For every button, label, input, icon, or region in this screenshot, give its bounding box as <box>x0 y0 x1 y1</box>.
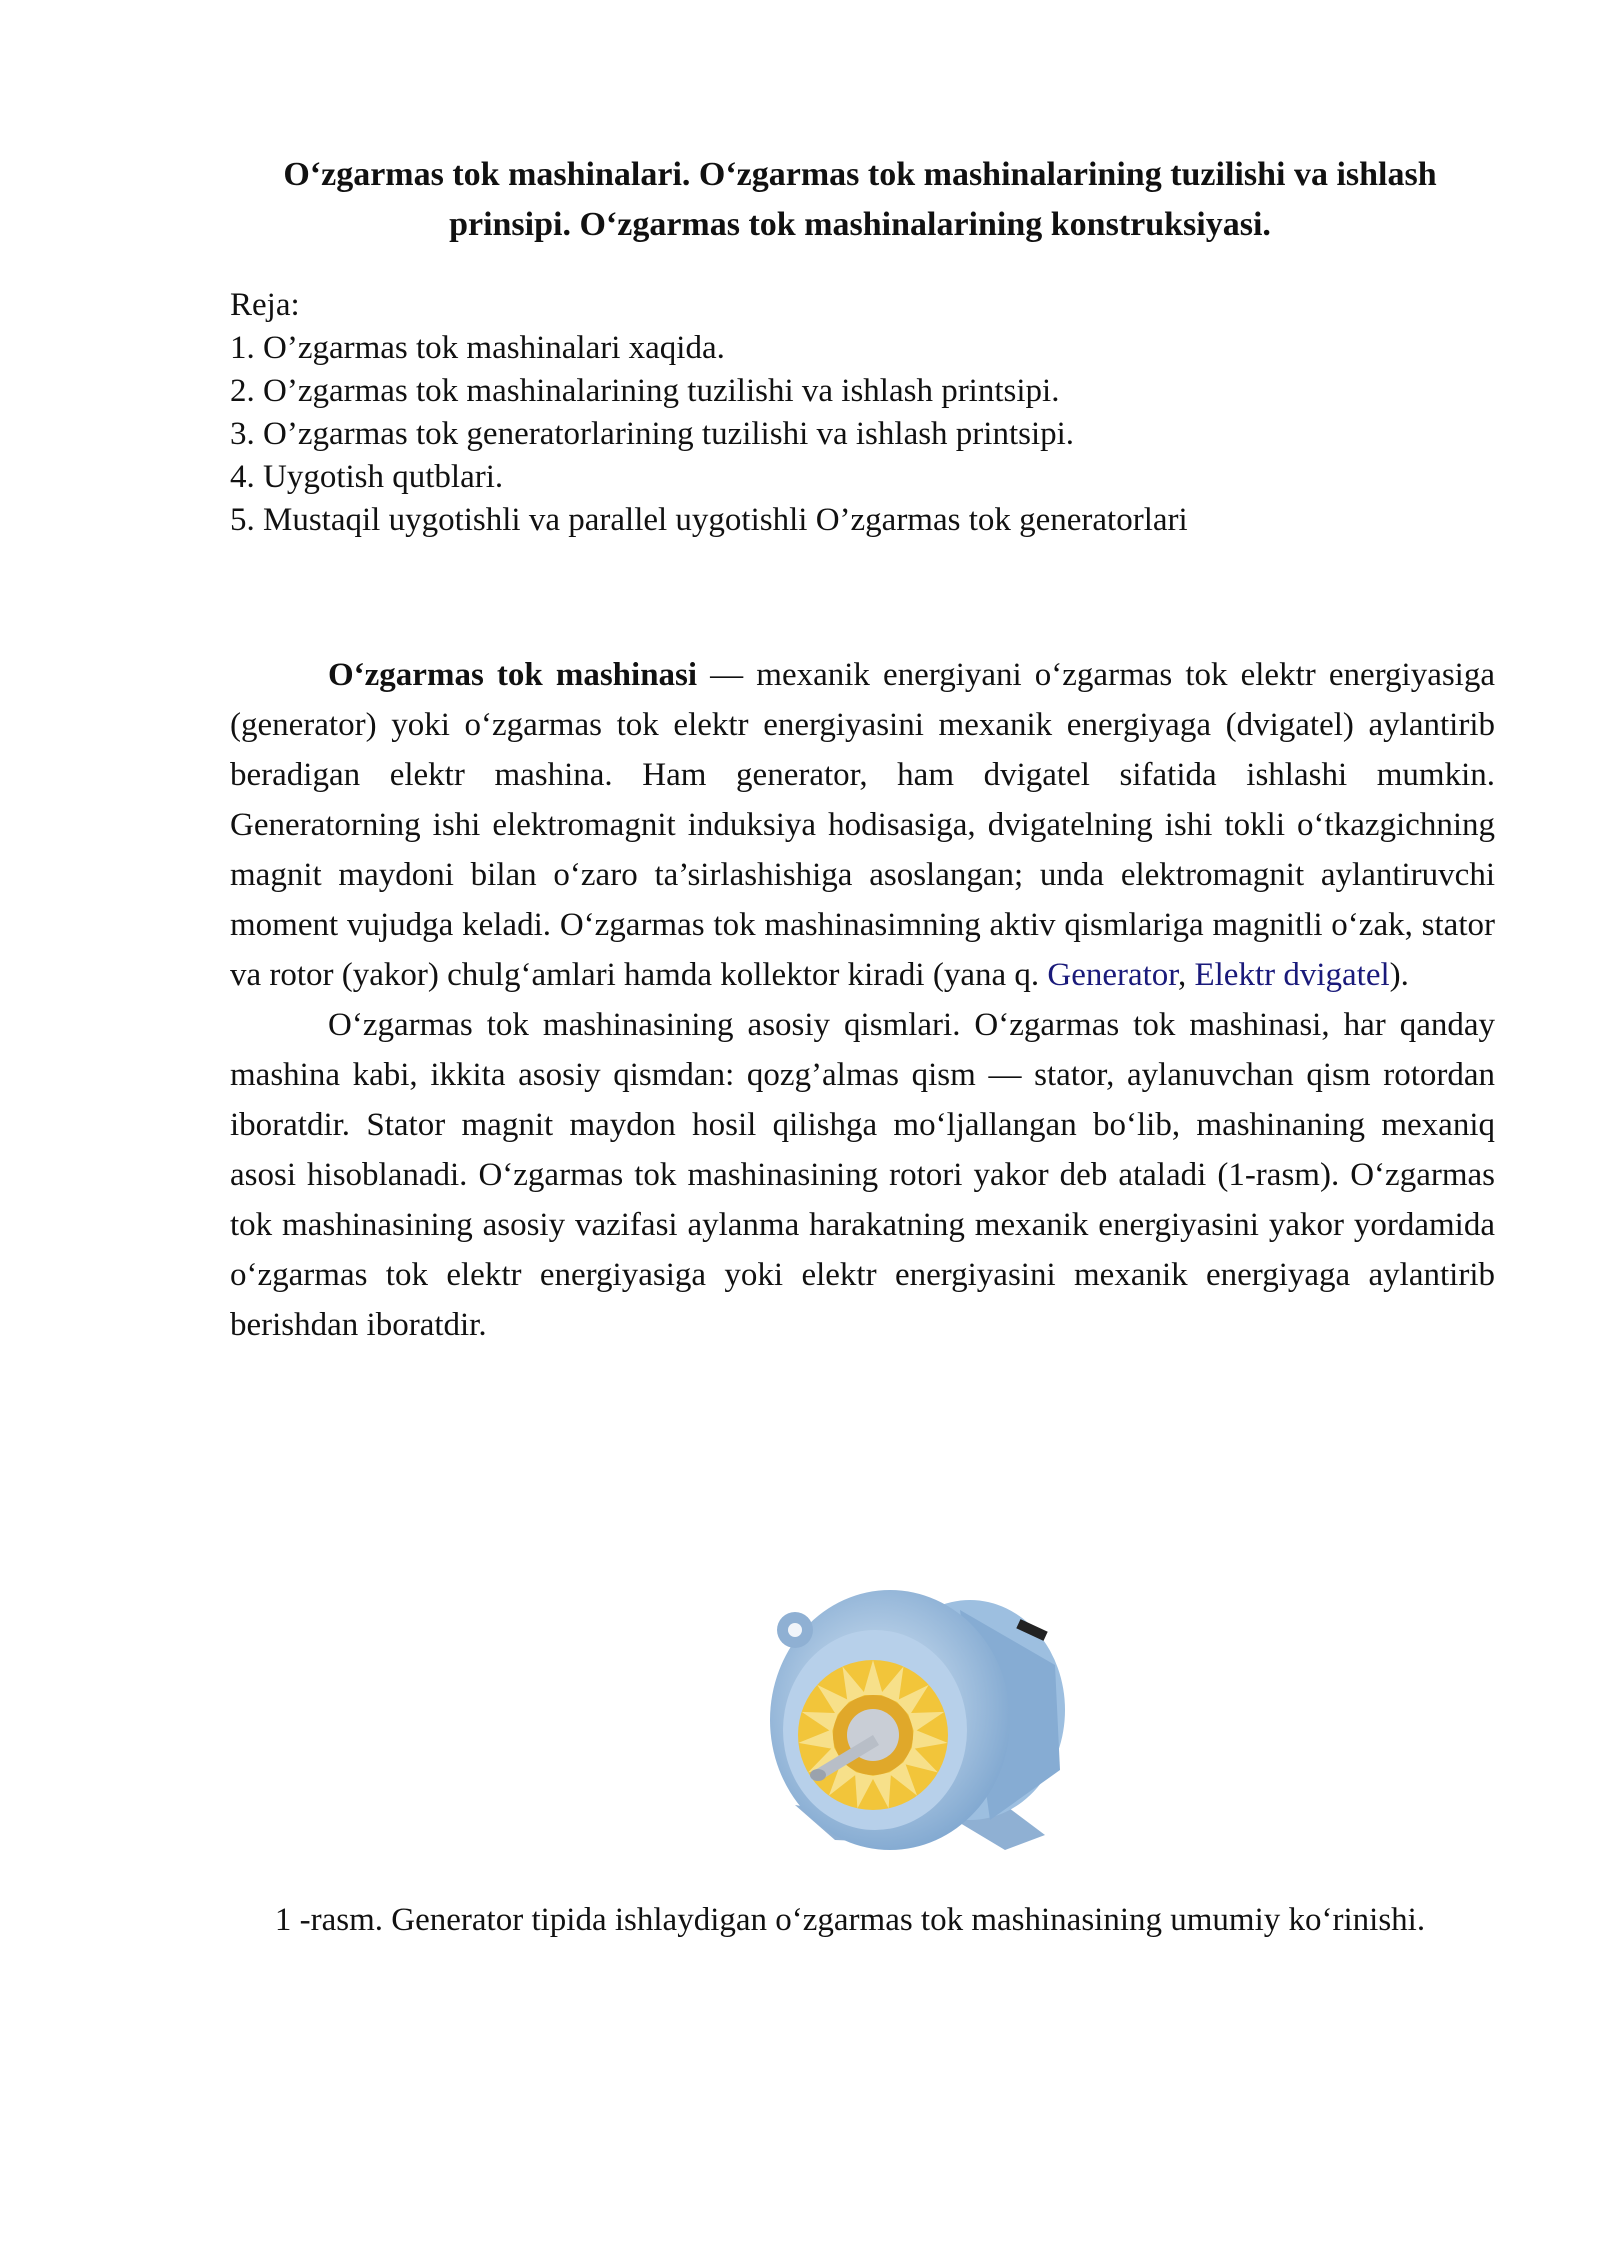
document-title: O‘zgarmas tok mashinalari. O‘zgarmas tok mashinalarining tuzilishi va ishlash prinsipi. O‘zgarmas tok mashinalarining konstruksiyasi. <box>283 156 1437 243</box>
plan-item: 3. O’zgarmas tok generatorlarining tuzilishi va ishlash printsipi. <box>230 416 1075 452</box>
generator-link[interactable]: Generator <box>1047 957 1178 993</box>
generator-drawing <box>755 1570 1085 1870</box>
defined-term: O‘zgarmas tok mashinasi <box>328 657 698 693</box>
definition-text: — mexanik energiyani o‘zgarmas tok elektr energiyasiga (generator) yoki o‘zgarmas tok elektr energiyasini mexanik energiyaga (dvigatel) aylantirib beradigan elektr mashina. Ham generator, ham dvigatel sifatida ishlashi mumkin. Generatorning ishi elektromagnit induksiya hodisasiga, dvigatelning ishi tokli o‘tkazgichning magnit maydoni bilan o‘zaro ta’sirlashishiga asoslangan; unda elektromagnit aylantiruvchi moment vujudga keladi. O‘zgarmas tok mashinasimning aktiv qismlariga magnitli o‘zak, stator va rotor (yakor) chulg‘amlari hamda kollektor kiradi (yana q. <box>230 657 1495 993</box>
plan-item: 1. O’zgarmas tok mashinalari xaqida. <box>230 330 725 366</box>
paragraph-end: ). <box>1389 957 1409 993</box>
paragraph-main-parts: O‘zgarmas tok mashinasining asosiy qismlari. O‘zgarmas tok mashinasi, har qanday mashina kabi, ikkita asosiy qismdan: qozg’almas qism — stator, aylanuvchan qism rotordan iboratdir. Stator magnit maydon hosil qilishga mo‘ljallangan bo‘lib, mashinaning mexaniq asosi hisoblanadi. O‘zgarmas tok mashinasining rotori yakor deb ataladi (1-rasm). O‘zgarmas tok mashinasining asosiy vazifasi aylanma harakatning mexanik energiyasini yakor yordamida o‘zgarmas tok elektr energiyasiga yoki elektr energiyasini mexanik energiyaga aylantirib berishdan iboratdir. <box>230 1007 1495 1343</box>
plan-item: 2. O’zgarmas tok mashinalarining tuzilishi va ishlash printsipi. <box>230 373 1060 409</box>
plan-heading: Reja: <box>230 287 300 323</box>
generator-illustration-icon <box>755 1570 1085 1870</box>
electric-motor-link[interactable]: Elektr dvigatel <box>1194 957 1390 993</box>
link-separator: , <box>1177 957 1195 993</box>
plan-section <box>230 284 1500 542</box>
paragraph-definition <box>230 650 1495 1000</box>
plan-item: 4. Uygotish qutblari. <box>230 459 504 495</box>
body-text <box>230 650 1495 1350</box>
figure-caption: 1 -rasm. Generator tipida ishlaydigan o‘zgarmas tok mashinasining umumiy ko‘rinishi. <box>274 1902 1426 1938</box>
plan-item: 5. Mustaqil uygotishli va parallel uygotishli O’zgarmas tok generatorlari <box>230 502 1188 538</box>
